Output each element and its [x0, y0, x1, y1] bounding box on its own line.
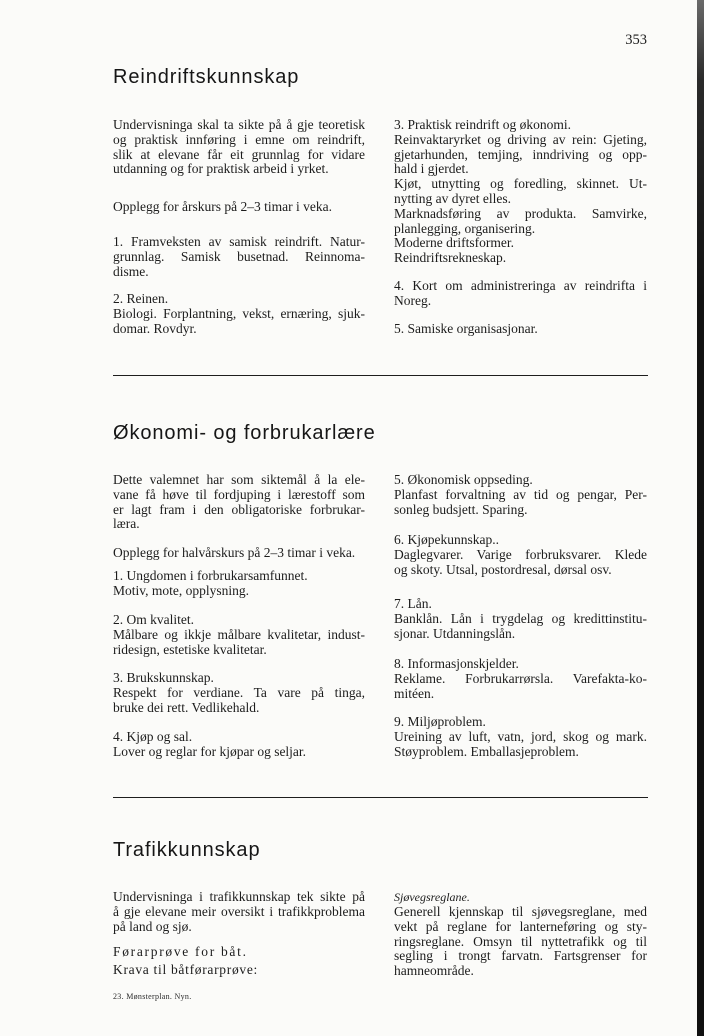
italic-subheading: Sjøvegsreglane.: [394, 890, 470, 904]
text-line: vekt på reglane for lanterneføring og sty-: [394, 918, 647, 934]
paragraph: [394, 279, 647, 309]
text-line: Undervisninga i trafikkunnskap tek sikte på: [113, 889, 365, 904]
paragraph: [394, 657, 647, 701]
text-line: Planfast forvaltning av tid og pengar, Per-: [394, 486, 647, 502]
text-line: Generell kjennskap til sjøvegsreglane, med: [394, 904, 647, 919]
paragraph: [113, 473, 365, 532]
text-line: planlegging, organisering.: [394, 220, 536, 236]
text-line: 5. Økonomisk oppseding.: [394, 472, 533, 487]
text-line: gjetarhunden, temjing, inndriving og opp-: [394, 146, 647, 162]
text-line: Reindriftsrekneskap.: [394, 250, 507, 266]
subheading-block: [113, 943, 365, 979]
text-line: Moderne driftsformer.: [394, 235, 514, 251]
text-line: Noreg.: [394, 292, 432, 308]
text-line: er lagt fram i den obligatoriske forbrukar-: [113, 501, 365, 517]
text-line: domar. Rovdyr.: [113, 320, 197, 336]
text-line: vane få høve til fordjuping i lærestoff som: [113, 486, 365, 502]
text-line: nytting av dyret elles.: [394, 190, 511, 206]
text-line: 3. Brukskunnskap.: [113, 670, 214, 685]
text-line: mitéen.: [394, 685, 435, 701]
text-line: på land og sjø.: [113, 918, 192, 934]
spaced-subheading: Førarprøve for båt.: [113, 944, 248, 959]
text-line: Målbare og ikkje målbare kvalitetar, indust-: [113, 626, 365, 642]
paragraph: [113, 730, 365, 760]
text-line: 9. Miljøproblem.: [394, 714, 486, 729]
text-line: ringsreglane. Omsyn til nyttetrafikk og til: [394, 933, 647, 949]
text-line: Opplegg for halvårskurs på 2–3 timar i veka.: [113, 545, 356, 560]
text-line: 1. Framveksten av samisk reindrift. Natur-: [113, 234, 365, 249]
footer-note: 23. Mønsterplan. Nyn.: [113, 992, 192, 1001]
text-line: Lover og reglar for kjøpar og seljar.: [113, 743, 307, 759]
text-line: å gje elevane meir oversikt i trafikkproblema: [113, 903, 365, 919]
section-divider: [113, 797, 648, 798]
paragraph: [113, 235, 365, 279]
paragraph: [113, 546, 365, 561]
text-line: 1. Ungdomen i forbrukarsamfunnet.: [113, 568, 308, 583]
text-line: bruke dei rett. Vedlikehald.: [113, 699, 260, 715]
text-line: Respekt for verdiane. Ta vare på tinga,: [113, 684, 365, 700]
text-line: Reinvaktaryrket og driving av rein: Gjeting,: [394, 131, 647, 147]
text-line: Banklån. Lån i trygdelag og kredittinstitu-: [394, 610, 647, 626]
text-line: disme.: [113, 263, 149, 279]
paragraph: [113, 292, 365, 336]
paragraph: [394, 905, 647, 979]
section-heading: Trafikkunnskap: [113, 839, 261, 861]
text-line: hamneområde.: [394, 963, 474, 979]
text-line: 3. Praktisk reindrift og økonomi.: [394, 117, 571, 132]
text-line: læra.: [113, 516, 140, 532]
text-line: Daglegvarer. Varige forbruksvarer. Klede: [394, 546, 647, 562]
text-line: 8. Informasjonskjelder.: [394, 656, 519, 671]
spaced-subheading: Krava til båtførarprøve:: [113, 962, 258, 977]
paragraph: [113, 569, 365, 599]
text-line: 2. Reinen.: [113, 291, 169, 306]
text-line: sonleg budsjett. Sparing.: [394, 501, 528, 517]
text-line: grunnlag. Samisk busetnad. Reinnoma-: [113, 248, 365, 264]
text-line: Marknadsføring av produkta. Samvirke,: [394, 205, 647, 221]
text-line: og praktisk innføring i emne om reindrift,: [113, 131, 365, 147]
paragraph: [394, 473, 647, 517]
text-line: sjonar. Utdanningslån.: [394, 625, 516, 641]
text-line: Støyproblem. Emballasjeproblem.: [394, 743, 579, 759]
paragraph: [394, 118, 647, 266]
text-line: Reklame. Forbrukarrørsla. Varefakta-ko-: [394, 670, 647, 686]
paragraph: [394, 597, 647, 641]
text-line: 2. Om kvalitet.: [113, 612, 194, 627]
paragraph: [113, 200, 365, 215]
text-line: og skoty. Utsal, postordresal, dørsal osv.: [394, 561, 612, 577]
section-heading: Reindriftskunnskap: [113, 66, 300, 88]
paragraph: [394, 322, 647, 337]
text-line: slik at elevane får eit grunnlag for vidare: [113, 146, 365, 162]
page-number: 353: [625, 32, 647, 48]
text-line: 6. Kjøpekunnskap..: [394, 532, 499, 547]
text-line: 4. Kort om administreringa av reindrifta i: [394, 278, 647, 293]
scan-page-edge: [697, 0, 704, 1036]
text-line: hald i gjerdet.: [394, 161, 469, 177]
text-line: 5. Samiske organisasjonar.: [394, 321, 538, 336]
text-line: segling i trongt farvatn. Fartsgrenser for: [394, 948, 647, 964]
text-line: Biologi. Forplantning, vekst, ernæring, sjuk-: [113, 305, 365, 321]
text-line: Opplegg for årskurs på 2–3 timar i veka.: [113, 199, 332, 214]
section-heading: Økonomi- og forbrukarlære: [113, 422, 376, 444]
text-line: Kjøt, utnytting og foredling, skinnet. Ut-: [394, 176, 647, 192]
paragraph: [113, 671, 365, 715]
text-line: Motiv, mote, opplysning.: [113, 582, 250, 598]
paragraph: [113, 613, 365, 657]
text-line: utdanning og for praktisk arbeid i yrket.: [113, 161, 329, 177]
paragraph: [113, 118, 365, 177]
text-line: Dette valemnet har som siktemål å la ele-: [113, 472, 365, 487]
section-divider: [113, 375, 648, 376]
text-line: Undervisninga skal ta sikte på å gje teoretisk: [113, 117, 365, 132]
paragraph: [394, 533, 647, 577]
text-line: 4. Kjøp og sal.: [113, 729, 193, 744]
text-line: ridesign, estetiske kvalitetar.: [113, 641, 267, 657]
text-line: 7. Lån.: [394, 596, 432, 611]
paragraph: [113, 890, 365, 934]
paragraph: [394, 715, 647, 759]
paragraph: [394, 890, 647, 905]
text-line: Ureining av luft, vatn, jord, skog og mark.: [394, 728, 647, 744]
